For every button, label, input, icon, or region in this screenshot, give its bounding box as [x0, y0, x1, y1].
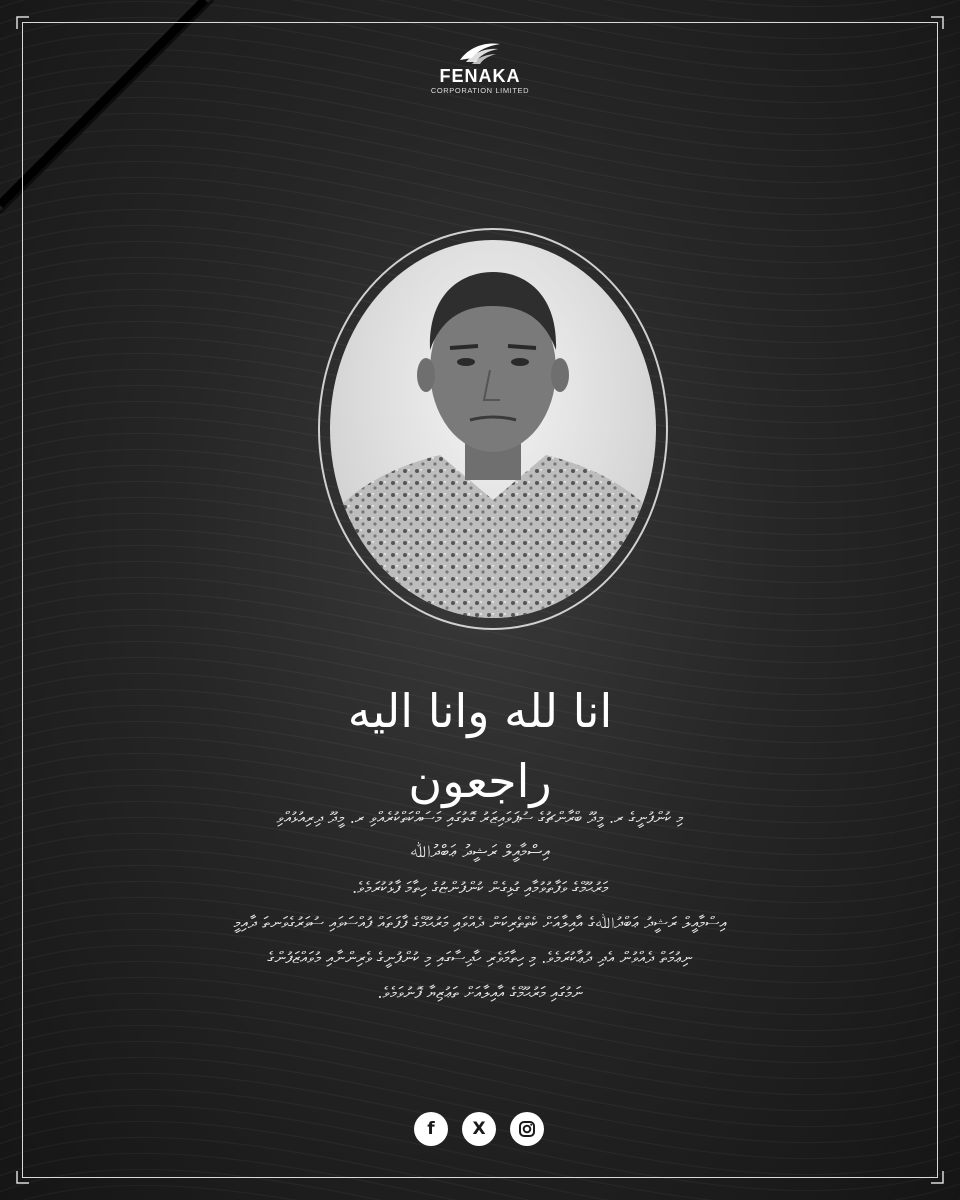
condolence-message — [90, 800, 870, 1010]
frame-corner-icon — [16, 1170, 30, 1184]
deceased-portrait — [330, 240, 656, 618]
portrait-illustration — [330, 240, 656, 618]
fenaka-logo — [410, 40, 550, 96]
brand-subtitle: CORPORATION LIMITED — [430, 86, 530, 95]
x-glyph: X — [472, 1119, 486, 1139]
calligraphy-inna-lillahi — [270, 676, 690, 808]
facebook-glyph: f — [427, 1119, 435, 1139]
message-line: މި ކުންފުނީގެ ރ. މީދޫ ބްރާންޗުގެ ސުޕަވައިޒަރު ގޮތުގައި މަސައްކަތްކުރެއްވި ރ. މީދޫ ދިރިއުޅުއްވި — [276, 808, 684, 827]
calligraphy-text: انا لله وانا اليه راجعون — [347, 684, 613, 808]
message-line: އިސްމާއީލް ރަޝީދު ޢަބްދުﷲގެ އާއިލާއަށް ކެތްތެރިކަން ދެއްވައި މަރުޙޫމްގެ ފާފަތައް ފުއްސަވައި ސުވަރުގެވަނތަ ދާއިމީ — [233, 913, 727, 932]
instagram-icon[interactable] — [510, 1112, 544, 1146]
deceased-name: އިސްމާއީލް ރަޝީދު ޢަބްދުﷲ — [410, 842, 550, 862]
x-icon[interactable] — [462, 1112, 496, 1146]
frame-corner-icon — [930, 1170, 944, 1184]
facebook-icon[interactable] — [414, 1112, 448, 1146]
message-line: ނަމުގައި މަރުޙޫމްގެ އާއިލާއަށް ތަޢުޒިޔާ ފޮނުވަމެވެ. — [377, 983, 583, 1002]
fenaka-logo-icon — [458, 40, 502, 66]
message-line: ނިޢުމަތް ދެއްވުން އެދި ދުޢާކުރަމެވެ. މި ހިތާމަވެރި ހާދިސާގައި މި ކުންފުނީގެ ވެރިންނާއި މުވައްޒަފުންގެ — [267, 948, 693, 967]
social-links — [414, 1112, 554, 1148]
frame-corner-icon — [16, 16, 30, 30]
instagram-glyph — [510, 1112, 544, 1146]
frame-corner-icon — [930, 16, 944, 30]
message-line: މަރުޙޫމްގެ ވަފާތުވުމާއި ގުޅިގެން ކުންފުންޏުގެ ހިތާމަ ފާޅުކުރަމެވެ. — [352, 878, 608, 897]
brand-name: FENAKA — [439, 66, 521, 86]
